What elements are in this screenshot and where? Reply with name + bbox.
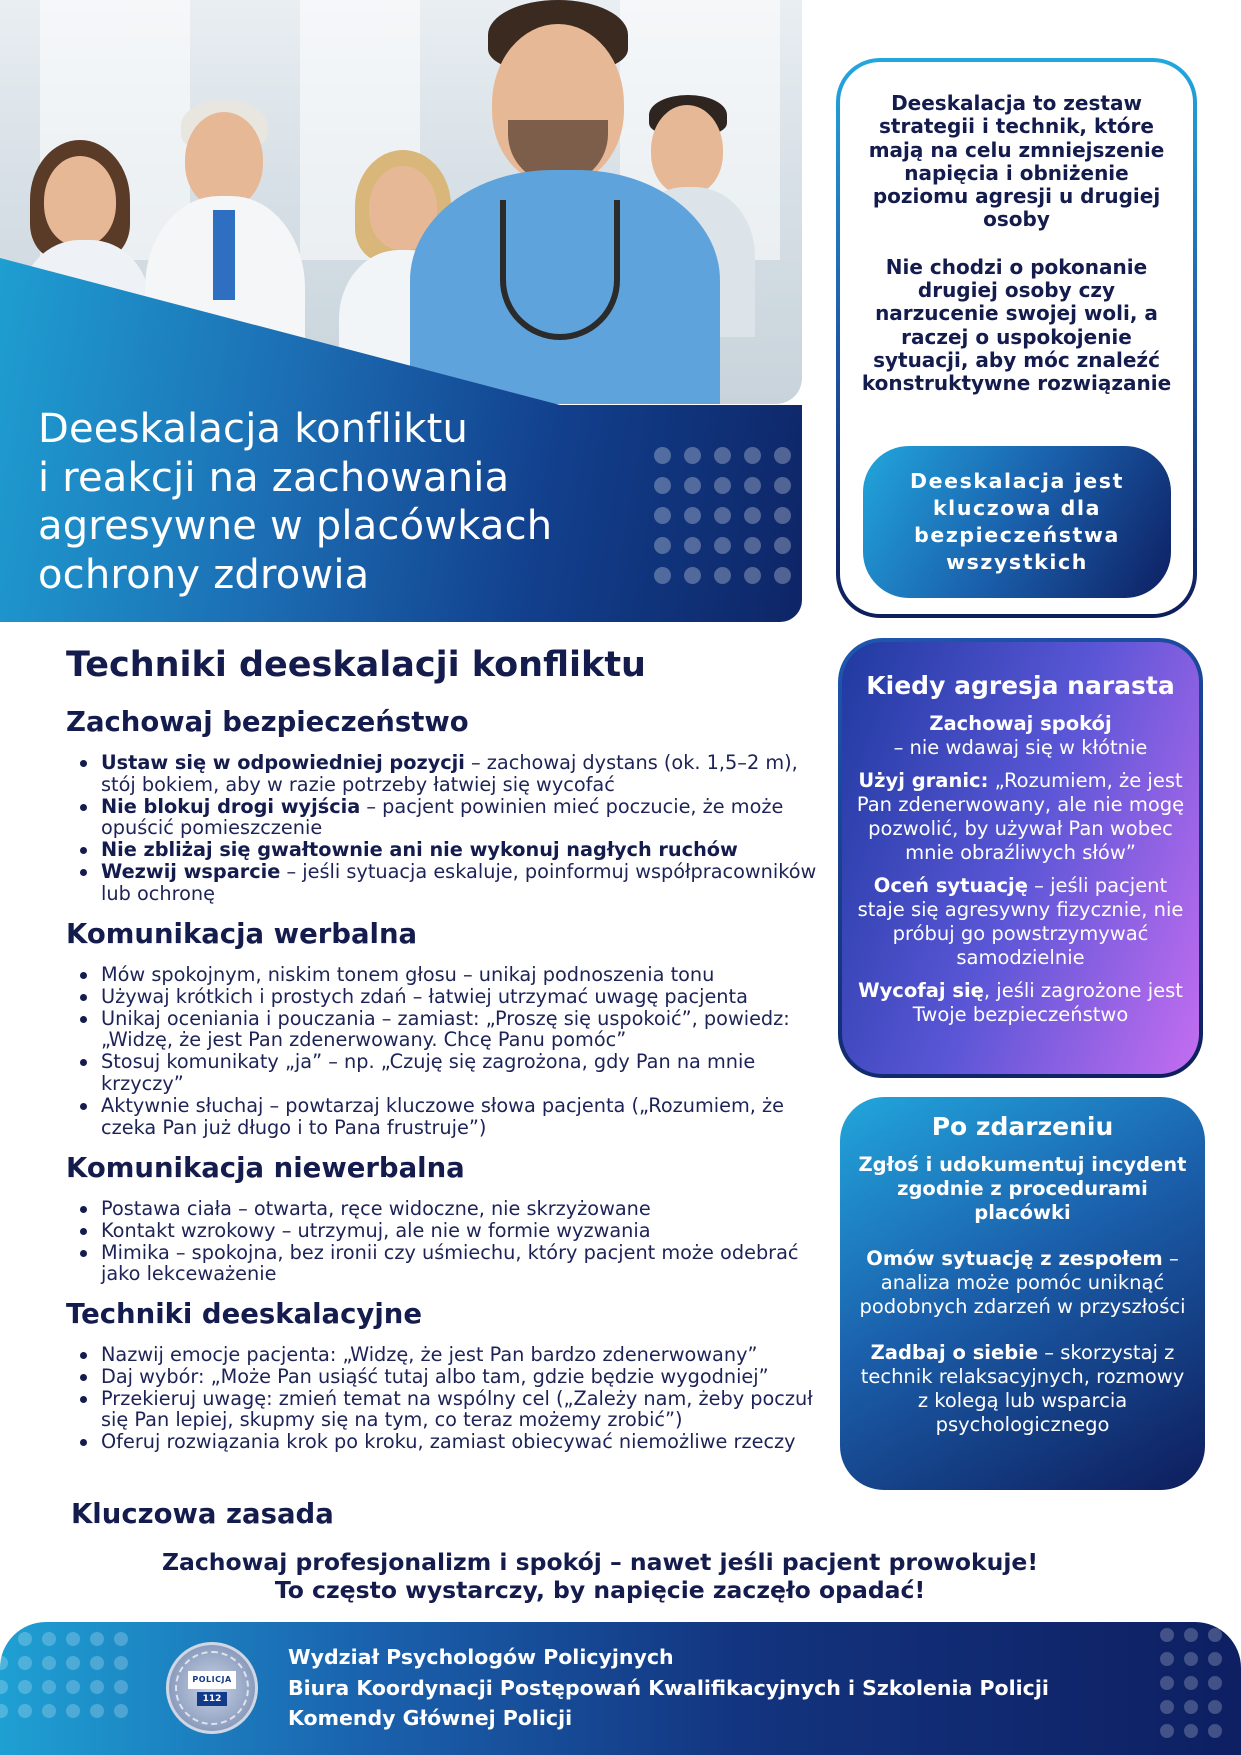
card-item: Oceń sytuację – jeśli pacjent staje się agresywny fizycznie, nie próbuj go powstrzymywać samodzielnie bbox=[857, 874, 1184, 969]
list-item: Mów spokojnym, niskim tonem głosu – unikaj podnoszenia tonu bbox=[66, 964, 826, 986]
decorative-dots bbox=[654, 447, 791, 584]
decorative-dots bbox=[0, 1632, 128, 1718]
footer bbox=[0, 1622, 1241, 1755]
section-title: Komunikacja niewerbalna bbox=[66, 1152, 465, 1184]
footer-text: Wydział Psychologów Policyjnych Biura Koordynacji Postępowań Kwalifikacyjnych i Szkolenia Policji Komendy Głównej Policji bbox=[288, 1645, 1049, 1730]
section-verbal bbox=[66, 914, 826, 1138]
card-item: Zachowaj spokój – nie wdawaj się w kłótnie bbox=[893, 712, 1148, 759]
badge-number: 112 bbox=[197, 1692, 227, 1706]
list-item: Nazwij emocje pacjenta: „Widzę, że jest Pan bardzo zdenerwowany” bbox=[66, 1344, 826, 1366]
list-item: Postawa ciała – otwarta, ręce widoczne, nie skrzyżowane bbox=[66, 1198, 826, 1220]
card-title: Kiedy agresja narasta bbox=[866, 671, 1175, 700]
key-title: Kluczowa zasada bbox=[71, 1498, 334, 1530]
section-nonverbal bbox=[66, 1148, 826, 1285]
definition-paragraph: Nie chodzi o pokonanie drugiej osoby czy narzucenie swojej woli, a raczej o uspokojenie sytuacji, aby móc znaleźć konstruktywne rozwiązanie bbox=[861, 254, 1172, 396]
list-item: Stosuj komunikaty „ja” – np. „Czuję się zagrożona, gdy Pan na mnie krzyczy” bbox=[66, 1051, 826, 1095]
card-item: Omów sytuację z zespołem – analiza może pomóc uniknąć podobnych zdarzeń w przyszłości bbox=[859, 1247, 1186, 1318]
section-title: Techniki deeskalacyjne bbox=[66, 1298, 422, 1330]
card-item: Użyj granic: „Rozumiem, że jest Pan zdenerwowany, ale nie mogę pozwolić, by używał Pan wobec mnie obraźliwych słów” bbox=[856, 769, 1185, 864]
card-item: Wycofaj się, jeśli zagrożone jest Twoje bezpieczeństwo bbox=[858, 979, 1183, 1026]
hero-title: Deeskalacja konfliktu i reakcji na zachowania agresywne w placówkach ochrony zdrowia bbox=[38, 406, 553, 598]
list-item: Mimika – spokojna, bez ironii czy uśmiechu, który pacjent może odebrać jako lekceważenie bbox=[66, 1242, 826, 1286]
list-item: Nie blokuj drogi wyjścia – pacjent powinien mieć poczucie, że może opuścić pomieszczenie bbox=[66, 796, 826, 840]
key-principle: Zachowaj profesjonalizm i spokój – nawet jeśli pacjent prowokuje! To często wystarczy, by napięcie zaczęło opadać! bbox=[161, 1548, 1039, 1604]
after-incident-card bbox=[840, 1097, 1205, 1490]
definition-card bbox=[836, 58, 1197, 618]
badge-label: POLICJA bbox=[188, 1671, 236, 1689]
section-title: Zachowaj bezpieczeństwo bbox=[66, 706, 469, 738]
definition-paragraph: Deeskalacja to zestaw strategii i technik, które mają na celu zmniejszenie napięcia i obniżenie poziomu agresji u drugiej osoby bbox=[868, 91, 1165, 232]
list-item: Przekieruj uwagę: zmień temat na wspólny cel („Zależy nam, żeby poczuł się Pan lepiej, skupmy się na tym, co teraz możemy zrobić”) bbox=[66, 1388, 826, 1432]
decorative-dots bbox=[1160, 1628, 1222, 1738]
list-item: Używaj krótkich i prostych zdań – łatwiej utrzymać uwagę pacjenta bbox=[66, 986, 826, 1008]
list-item: Kontakt wzrokowy – utrzymuj, ale nie w formie wyzwania bbox=[66, 1220, 826, 1242]
main-title: Techniki deeskalacji konfliktu bbox=[66, 645, 646, 685]
police-badge-icon bbox=[166, 1642, 258, 1734]
card-title: Po zdarzeniu bbox=[931, 1112, 1114, 1141]
card-item: Zadbaj o siebie – skorzystaj z technik relaksacyjnych, rozmowy z kolegą lub wsparcia psychologicznego bbox=[860, 1341, 1185, 1436]
list-item: Wezwij wsparcie – jeśli sytuacja eskaluje, poinformuj współpracowników lub ochronę bbox=[66, 861, 826, 905]
card-item: Zgłoś i udokumentuj incydent zgodnie z procedurami placówki bbox=[858, 1153, 1187, 1224]
section-title: Komunikacja werbalna bbox=[66, 918, 418, 950]
definition-highlight: Deeskalacja jest kluczowa dla bezpieczeństwa wszystkich bbox=[863, 446, 1171, 598]
aggression-card bbox=[838, 638, 1203, 1078]
list-item: Unikaj oceniania i pouczania – zamiast: „Proszę się uspokoić”, powiedz: „Widzę, że jest Pan zdenerwowany. Chcę Panu pomóc” bbox=[66, 1008, 826, 1052]
list-item: Oferuj rozwiązania krok po kroku, zamiast obiecywać niemożliwe rzeczy bbox=[66, 1431, 826, 1453]
section-deescalation bbox=[66, 1294, 826, 1453]
list-item: Daj wybór: „Może Pan usiąść tutaj albo tam, gdzie będzie wygodniej” bbox=[66, 1366, 826, 1388]
main-content bbox=[66, 640, 826, 1454]
list-item: Aktywnie słuchaj – powtarzaj kluczowe słowa pacjenta („Rozumiem, że czeka Pan już długo i to Pana frustruje”) bbox=[66, 1095, 826, 1139]
section-safety bbox=[66, 702, 826, 905]
hero bbox=[0, 0, 802, 622]
list-item: Nie zbliżaj się gwałtownie ani nie wykonuj nagłych ruchów bbox=[66, 839, 826, 861]
list-item: Ustaw się w odpowiedniej pozycji – zachowaj dystans (ok. 1,5–2 m), stój bokiem, aby w razie potrzeby łatwiej się wycofać bbox=[66, 752, 826, 796]
